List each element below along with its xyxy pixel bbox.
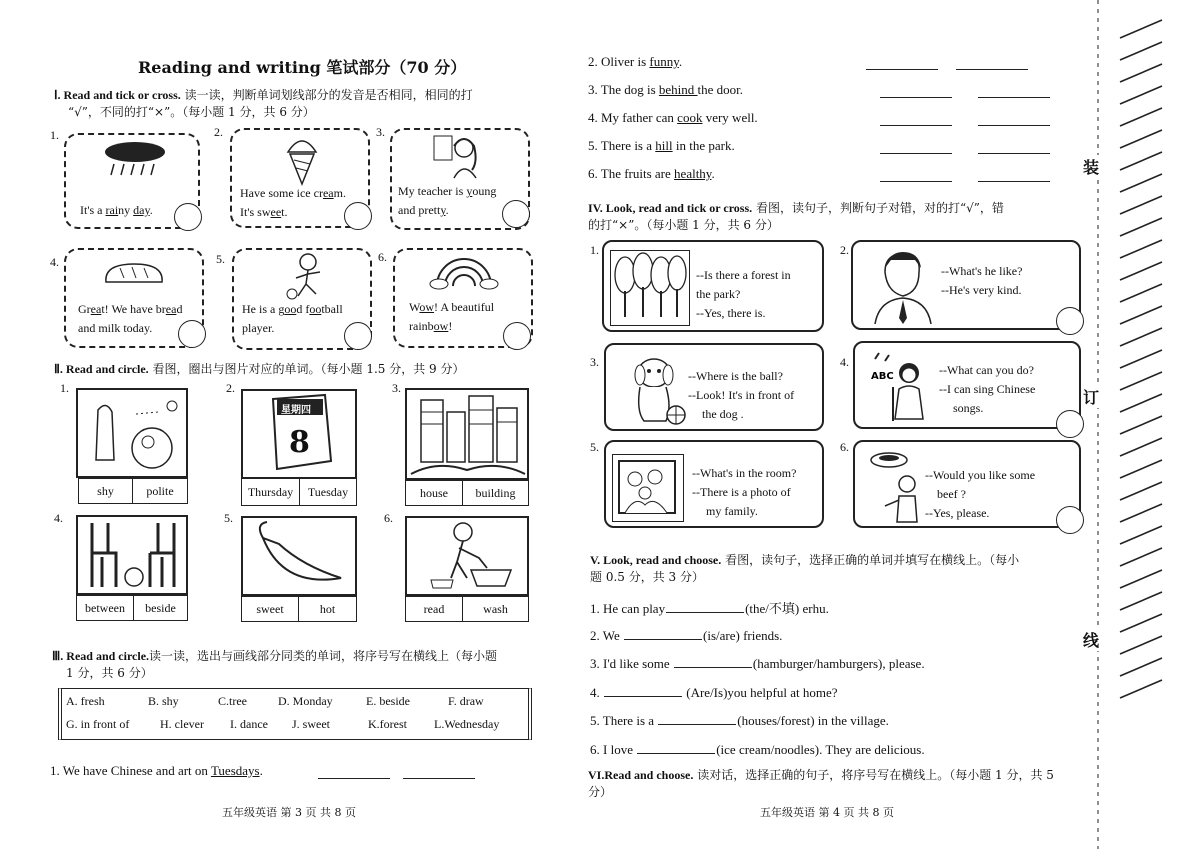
section-3-question: 5. There is a hill in the park.	[588, 138, 735, 153]
dialog-card-3	[604, 343, 824, 431]
girl-singing-icon	[865, 349, 937, 425]
fill-blank-question: 2. We (is/are) friends.	[590, 627, 783, 643]
picture-4-options	[76, 595, 188, 621]
section-5-instruction-2: 题 0.5 分，共 3 分）	[590, 570, 704, 584]
answer-line[interactable]	[880, 97, 952, 98]
dialog-card-2	[851, 240, 1081, 330]
picture-3-frame	[405, 388, 529, 480]
answer-line[interactable]	[880, 125, 952, 126]
dialog-card-1	[602, 240, 824, 332]
section-2-header	[54, 361, 465, 378]
teacher-icon	[432, 132, 482, 180]
football-player-icon	[284, 252, 332, 300]
answer-line[interactable]	[956, 69, 1028, 70]
option-read[interactable]: read	[405, 596, 463, 622]
binding-char-3: 线	[1083, 628, 1099, 651]
section-2-heading: Ⅱ. Read and circle.	[54, 362, 149, 376]
chairs-and-ball-icon	[78, 517, 186, 593]
answer-blank[interactable]	[604, 684, 682, 697]
picture-6-number: 6.	[384, 511, 393, 525]
section-5-instruction: 看图，读句子，选择正确的单词并填写在横线上。（每小	[725, 553, 1020, 567]
answer-line[interactable]	[866, 69, 938, 70]
section-3-question: 4. My father can cook very well.	[588, 110, 758, 125]
section-3-question-1: 1. We have Chinese and art on Tuesdays.	[50, 763, 263, 778]
family-photo-icon	[613, 455, 681, 519]
dialog-5-number: 5.	[590, 440, 599, 454]
card-5-number: 5.	[216, 252, 225, 266]
answer-line[interactable]	[978, 153, 1050, 154]
option-thursday[interactable]: Thursday	[241, 478, 300, 506]
answer-circle-3[interactable]	[502, 200, 530, 228]
forest-icon	[611, 251, 687, 323]
chili-pepper-icon	[243, 518, 355, 594]
rain-cloud-icon	[100, 139, 170, 179]
word-bank-option: A. fresh	[66, 694, 105, 708]
answer-circle-dialog-6[interactable]	[1056, 506, 1084, 534]
card-6-number: 6.	[378, 250, 387, 264]
option-building[interactable]: building	[462, 480, 529, 506]
bread-icon	[102, 258, 166, 290]
answer-circle-dialog-2[interactable]	[1056, 307, 1084, 335]
picture-1-frame	[76, 388, 188, 478]
word-bank-option: H. clever	[160, 717, 204, 731]
singing-letters: ABC	[871, 371, 894, 382]
word-bank-option: E. beside	[366, 694, 410, 708]
word-bank-option: G. in front of	[66, 717, 130, 731]
answer-circle-dialog-4[interactable]	[1056, 410, 1084, 438]
card-5-sentence: He is a good football player.	[242, 302, 343, 335]
section-6-heading: VI.Read and choose.	[588, 768, 694, 782]
dialog-2-text: --What's he like? --He's very kind.	[941, 264, 1023, 297]
answer-line[interactable]	[978, 97, 1050, 98]
option-wash[interactable]: wash	[462, 596, 529, 622]
option-sweet[interactable]: sweet	[241, 596, 299, 622]
picture-2-options	[241, 478, 357, 506]
section-4-instruction: 看图，读句子，判断句子对错，对的打“√”，错	[755, 201, 1004, 215]
word-bank-option: J. sweet	[292, 717, 330, 731]
option-house[interactable]: house	[405, 480, 463, 506]
word-bank-option: C.tree	[218, 694, 247, 708]
binding-edge	[1090, 0, 1200, 849]
section-6-instruction: 读对话，选择正确的句子，将序号写在横线上。（每小题 1 分，共 5 分）	[588, 768, 1054, 799]
section-2-instruction: 看图，圈出与图片对应的单词。（每小题 1.5 分，共 9 分）	[152, 362, 465, 376]
section-3-instruction-2: 1 分，共 6 分）	[66, 666, 153, 680]
section-1-instruction: 读一读，判断单词划线部分的发音是否相同，相同的打	[184, 88, 473, 102]
option-shy[interactable]: shy	[78, 478, 133, 504]
dialog-card-6	[853, 440, 1081, 528]
answer-circle-6[interactable]	[503, 322, 531, 350]
word-bank-option: L.Wednesday	[434, 717, 500, 731]
word-bank-option: D. Monday	[278, 694, 333, 708]
card-1-sentence: It's a rainy day.	[80, 203, 153, 217]
picture-2-frame	[241, 389, 357, 479]
dialog-1-picture	[610, 250, 690, 326]
answer-blank[interactable]	[666, 600, 744, 613]
page-title: Reading and writing 笔试部分（70 分）	[138, 58, 467, 77]
picture-6-frame	[405, 516, 529, 596]
fill-blank-question: 5. There is a (houses/forest) in the village.	[590, 713, 889, 728]
section-1-heading: Ⅰ. Read and tick or cross.	[54, 88, 181, 102]
option-hot[interactable]: hot	[298, 596, 357, 622]
section-1-instruction-2: “√”，不同的打“×”。（每小题 1 分，共 6 分）	[68, 105, 315, 119]
fill-blank-question: 1. He can play (the/不填) erhu.	[590, 601, 829, 616]
dialog-4-text: --What can you do? --I can sing Chinese songs.	[939, 363, 1036, 415]
dialog-5-text: --What's in the room? --There is a photo of my family.	[692, 466, 797, 518]
pronunciation-card-5	[232, 248, 372, 350]
binding-char-2: 订	[1083, 385, 1099, 408]
dialog-1-number: 1.	[590, 243, 599, 257]
section-3-question: 2. Oliver is funny.	[588, 54, 683, 69]
answer-line[interactable]	[403, 778, 475, 779]
pronunciation-card-1	[64, 133, 200, 229]
section-4-heading: IV. Look, read and tick or cross.	[588, 201, 753, 215]
picture-5-number: 5.	[224, 511, 233, 525]
section-1-header	[54, 87, 534, 121]
fill-blank-question: 4. (Are/Is)you helpful at home?	[590, 684, 838, 700]
option-beside[interactable]: beside	[133, 595, 188, 621]
dialog-6-text: --Would you like some beef ? --Yes, please.	[925, 468, 1036, 520]
pronunciation-card-2	[230, 128, 370, 228]
card-4-sentence: Great! We have bread and milk today.	[78, 302, 183, 335]
picture-5-frame	[241, 516, 357, 596]
buildings-icon	[407, 390, 527, 478]
picture-4-number: 4.	[54, 511, 63, 525]
section-3-header	[52, 648, 542, 682]
card-2-sentence: Have some ice cream. It's sweet.	[240, 186, 346, 219]
answer-line[interactable]	[318, 778, 390, 779]
washing-clothes-icon	[407, 518, 527, 594]
dialog-4-number: 4.	[840, 355, 849, 369]
word-bank-option: B. shy	[148, 694, 179, 708]
answer-circle-1[interactable]	[174, 203, 202, 231]
section-3-instruction: 读一读，选出与画线部分同类的单词，将序号写在横线上（每小题	[149, 649, 498, 663]
calendar-date: 8	[289, 425, 310, 460]
rainbow-icon	[429, 254, 499, 290]
option-polite[interactable]: polite	[132, 478, 188, 504]
section-4-instruction-2: 的打“×”。（每小题 1 分，共 6 分）	[588, 218, 779, 232]
section-3-question: 6. The fruits are healthy.	[588, 166, 715, 181]
dialog-6-number: 6.	[840, 440, 849, 454]
picture-1-number: 1.	[60, 381, 69, 395]
answer-circle-4[interactable]	[178, 320, 206, 348]
dialog-5-picture	[612, 454, 684, 522]
pronunciation-card-4	[64, 248, 204, 348]
picture-1-options	[78, 478, 188, 504]
ice-cream-icon	[282, 134, 322, 186]
answer-circle-5[interactable]	[344, 322, 372, 350]
card-3-number: 3.	[376, 125, 385, 139]
section-3-question: 3. The dog is behind the door.	[588, 82, 744, 97]
picture-6-options	[405, 596, 529, 622]
card-6-sentence: Wow! A beautiful rainbow!	[409, 300, 495, 333]
picture-3-options	[405, 480, 529, 506]
pronunciation-card-3	[390, 128, 530, 230]
page-footer-right: 五年级英语 第 4 页 共 8 页	[760, 806, 894, 819]
dialog-3-text: --Where is the ball? --Look! It's in front of the dog .	[688, 369, 795, 421]
picture-3-number: 3.	[392, 381, 401, 395]
section-4-header	[588, 200, 1068, 234]
dialog-card-5	[604, 440, 824, 528]
dog-with-ball-icon	[620, 351, 690, 427]
card-4-number: 4.	[50, 255, 59, 269]
picture-5-options	[241, 596, 357, 622]
card-1-number: 1.	[50, 128, 59, 142]
answer-blank[interactable]	[674, 655, 752, 668]
word-bank-option: I. dance	[230, 717, 268, 731]
dialog-card-4	[853, 341, 1081, 429]
kids-playing-icon	[78, 390, 186, 476]
card-2-number: 2.	[214, 125, 223, 139]
answer-line[interactable]	[880, 153, 952, 154]
fill-blank-question: 6. I love (ice cream/noodles). They are delicious.	[590, 741, 925, 757]
picture-2-number: 2.	[226, 381, 235, 395]
page-footer-left: 五年级英语 第 3 页 共 8 页	[222, 806, 356, 819]
word-bank-option: K.forest	[368, 717, 407, 731]
dialog-1-text: --Is there a forest in the park? --Yes, there is.	[696, 268, 791, 320]
picture-4-frame	[76, 515, 188, 595]
section-5-heading: V. Look, read and choose.	[590, 553, 722, 567]
man-portrait-icon	[869, 248, 933, 324]
section-6-header	[588, 767, 1068, 801]
answer-line[interactable]	[978, 181, 1050, 182]
calendar-weekday: 星期四	[281, 405, 311, 416]
word-bank-option: F. draw	[448, 694, 484, 708]
answer-line[interactable]	[978, 125, 1050, 126]
dialog-2-number: 2.	[840, 243, 849, 257]
answer-blank[interactable]	[658, 712, 736, 725]
answer-line[interactable]	[880, 181, 952, 182]
fill-blank-question: 3. I'd like some (hamburger/hamburgers), please.	[590, 656, 925, 671]
section-5-header	[590, 552, 1070, 586]
card-3-sentence: My teacher is young and pretty.	[398, 184, 497, 217]
option-tuesday[interactable]: Tuesday	[299, 478, 357, 506]
binding-char-1: 装	[1083, 155, 1099, 178]
section-3-heading: Ⅲ. Read and circle.	[52, 649, 150, 663]
answer-circle-2[interactable]	[344, 202, 372, 230]
answer-blank[interactable]	[624, 627, 702, 640]
waiter-with-dish-icon	[865, 446, 929, 526]
answer-blank[interactable]	[637, 741, 715, 754]
option-between[interactable]: between	[76, 595, 134, 621]
dialog-3-number: 3.	[590, 355, 599, 369]
pronunciation-card-6	[393, 248, 533, 348]
